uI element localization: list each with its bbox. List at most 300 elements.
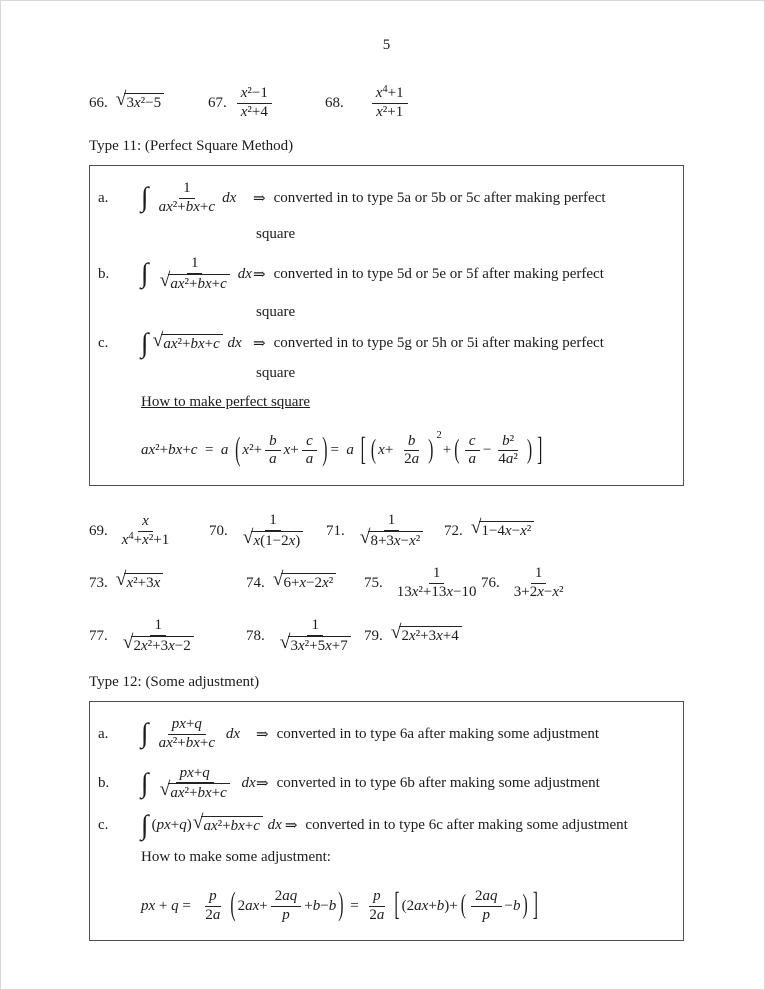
math-run: x(1−2x) [253,532,301,549]
math-run: ax²+bx+c [158,734,216,751]
math-run: c [468,432,476,449]
math-sqrt [359,526,423,551]
problem-formula [235,512,312,550]
math-group [233,433,329,469]
math-fraction [464,433,480,469]
math-run: 13x²+13x−10 [396,583,477,600]
problem-number: 73. [89,574,108,591]
description-text: converted in to type 5g or 5h or 5i after making perfect [273,335,604,352]
fraction-numerator [498,433,518,452]
math-run: dx [241,775,256,792]
fraction-denominator [265,451,281,469]
math-run: p [482,906,491,923]
math-fraction [400,433,423,469]
item-description [285,816,628,835]
fraction-denominator [238,526,309,551]
math-fraction [275,617,356,655]
item-formula [141,255,253,293]
problem-item-74 [246,569,364,593]
math-run: −b [504,897,521,914]
fraction-denominator [464,451,480,469]
open-fence: ( [230,887,236,923]
math-run: 3+2x−x² [513,583,564,600]
problem-item-67 [208,85,325,121]
item-label: c. [98,335,109,352]
fraction-denominator [393,584,481,602]
math-run: a [269,451,277,468]
group-body [402,888,531,924]
fraction-denominator [237,104,272,122]
math-sqrt [272,569,336,593]
problem-number: 74. [246,574,265,591]
fraction-numerator [302,433,317,452]
math-run: ax²+bx+c [158,198,216,215]
fraction-numerator [205,888,221,907]
math-run: px+q [171,716,202,733]
radical-icon: √ [152,329,164,351]
math-superscript: 2 [436,428,442,441]
radical-icon: √ [359,526,371,548]
fraction-numerator [471,888,502,907]
math-run: ax²+bx+c [170,785,227,802]
problem-number: 79. [364,627,383,644]
group-body [242,433,320,469]
fraction-denominator [355,526,428,551]
math-fraction [494,433,522,469]
integral-icon: ∫ [141,182,149,214]
problem-formula [115,617,202,655]
math-run: 2ax+ [237,897,268,914]
math-superscript: 4 [128,530,134,542]
open-fence: ( [235,432,241,468]
math-run: +x²+1 [133,531,170,548]
math-run: p [209,887,217,904]
fraction-denominator [275,631,356,656]
math-run: ax²+bx+c [170,276,227,293]
fraction-denominator [494,451,522,469]
problem-formula [272,617,359,655]
type12-heading: Type 12: (Some adjustment) [89,674,260,691]
item-description [253,334,604,353]
problem-number: 71. [326,522,345,539]
sqrt-body [281,573,336,592]
math-fraction [302,433,318,469]
description-continuation: square [256,226,296,243]
radical-icon: √ [159,779,171,801]
math-run: 2x²+3x−2 [133,637,191,654]
fraction-numerator [404,433,420,452]
math-run: 1 [432,564,441,581]
math-run: 1 [183,180,191,196]
math-run: x [121,531,129,548]
problem-number: 66. [89,94,108,111]
close-fence: ) [338,887,344,923]
close-fence: ) [522,890,528,921]
math-run: = a [330,442,354,459]
math-fraction [155,765,235,803]
sqrt-body [131,636,193,655]
description-text: converted in to type 6b after making some adjustment [276,775,600,792]
math-run: 1 [534,564,543,581]
type11-item-c [98,327,675,359]
implies-arrow-icon: ⇒ [256,726,269,743]
math-sqrt [470,517,534,541]
math-run: a [305,451,314,468]
fraction-denominator [155,735,219,753]
item-description [253,265,604,284]
math-run: 6+x−2x² [283,575,334,592]
problem-item-79 [364,622,463,646]
problem-item-70 [209,512,326,550]
problem-item-76 [481,565,571,601]
close-fence: ) [322,432,328,468]
sqrt-body [368,531,423,550]
math-run: 1 [190,255,199,272]
problem-formula [470,517,535,541]
problem-item-69 [89,513,209,549]
math-run: ax²+bx+c [163,335,220,352]
math-fraction [510,565,568,601]
math-run: b² [502,432,515,449]
math-run: p [373,887,381,904]
fraction-denominator [479,907,495,925]
problem-number: 78. [246,627,265,644]
math-run: dx [237,265,252,282]
implies-arrow-icon: ⇒ [256,776,269,793]
problem-formula [272,569,337,593]
math-fraction [365,888,388,924]
fraction-numerator [531,565,547,584]
math-run: 3x²+5x+7 [290,637,348,654]
math-run: (px+q) [151,817,192,834]
math-sqrt [115,89,164,113]
math-sqrt [192,812,263,836]
math-run: 1 [387,512,396,529]
math-sqrt [159,270,230,294]
group-body [468,888,520,924]
fraction-denominator [155,779,235,803]
fraction-numerator [237,85,272,104]
sqrt-body [201,816,262,835]
math-run: − [482,442,492,459]
math-run: x [375,84,383,101]
description-text: converted in to type 5d or 5e or 5f after making perfect [273,265,604,282]
math-run: 2x²+3x+4 [401,628,459,645]
item-formula [141,809,282,841]
math-run: c [306,432,313,449]
problem-formula [234,85,275,121]
problem-number: 77. [89,627,108,644]
problem-formula [369,85,411,121]
radical-icon: √ [470,517,482,539]
item-label: c. [98,817,109,834]
integral-icon: ∫ [141,767,149,799]
fraction-numerator [265,512,281,531]
math-run: ax²+bx+c = a [141,442,229,459]
fraction-numerator [176,765,214,784]
problem-formula [115,89,165,113]
implies-arrow-icon: ⇒ [253,336,266,353]
math-fraction [271,888,302,924]
math-run: dx [227,335,242,352]
fraction-numerator [265,433,281,452]
math-run: x+ [378,442,398,459]
math-run: dx [225,725,240,742]
math-run: 2a [205,906,221,923]
sqrt-body [251,531,303,550]
type12-box [89,701,684,941]
fraction-denominator [278,907,294,925]
math-fraction [265,433,281,469]
type12-item-a [98,716,675,752]
math-run: ax²+bx+c [203,818,260,835]
open-fence: [ [360,432,366,468]
description-text: converted in to type 5a or 5b or 5c after making perfect [273,189,606,206]
math-fraction [118,513,174,549]
fraction-denominator [201,907,224,925]
how-to-title: How to make some adjustment: [141,848,331,865]
implies-arrow-icon: ⇒ [253,190,266,207]
radical-icon: √ [115,569,127,591]
math-run: p [282,906,290,923]
description-continuation: square [256,364,296,381]
math-run: = [346,897,363,914]
type12-item-c [98,809,675,841]
fraction-numerator [138,513,153,532]
problem-item-72 [444,517,535,541]
math-superscript: 4 [382,83,388,95]
math-sqrt [159,779,230,803]
math-fraction [237,85,272,121]
math-fraction [155,255,235,293]
math-fraction [471,888,502,924]
problem-item-73 [89,569,246,593]
problem-item-75 [364,565,481,601]
radical-icon: √ [115,89,127,111]
open-fence: ( [454,435,460,466]
fraction-numerator [168,716,206,735]
math-group [452,433,534,469]
open-fence: ( [460,890,467,921]
math-run: 2aq [475,887,498,904]
math-run: x+ [283,442,299,459]
how-to-title: How to make perfect square [141,393,311,410]
problems-row-4 [89,612,684,660]
math-fraction [118,617,199,655]
sqrt-body [124,93,164,112]
math-run: 3x²−5 [126,95,162,112]
math-run: x [142,512,149,529]
description-text: converted in to type 6a after making some adjustment [276,725,599,742]
math-run: x²+4 [240,103,268,120]
fraction-denominator [400,451,423,469]
math-run: x²+1 [376,103,404,120]
close-fence: ) [526,435,533,466]
math-run: px + q = [141,897,199,914]
problem-formula [352,512,431,550]
integral-icon: ∫ [141,258,149,290]
item-label: a. [98,189,109,206]
radical-icon: √ [192,812,204,834]
math-group [228,888,345,924]
math-run: 2aq [274,887,298,904]
math-run: 2a [404,451,420,468]
integral-icon: ∫ [141,327,149,359]
math-run: 1−4x−x² [481,523,532,540]
math-group [369,428,442,469]
fraction-denominator [302,451,318,469]
math-run: px+q [179,764,210,781]
fraction-numerator [465,433,480,452]
sqrt-body [168,274,229,293]
math-sqrt [115,569,164,593]
radical-icon: √ [390,622,402,644]
math-run: 1 [269,512,277,529]
math-run: + [442,442,452,459]
type11-heading: Type 11: (Perfect Square Method) [89,138,294,154]
sqrt-body [479,521,534,540]
sqrt-body [168,783,229,802]
implies-arrow-icon: ⇒ [284,818,298,835]
item-formula [141,716,256,752]
item-formula [141,765,256,803]
fraction-numerator [179,180,195,199]
fraction-denominator [372,104,407,122]
open-fence: ( [370,435,377,466]
fraction-numerator [429,565,445,584]
item-label: b. [98,265,110,282]
type12-item-b [98,765,675,803]
problems-row-2 [89,508,684,554]
fraction-numerator [271,888,302,907]
problem-item-66 [89,89,208,113]
math-run: (2ax+b)+ [401,897,458,914]
radical-icon: √ [122,631,134,653]
math-sqrt [152,329,223,354]
math-sqrt [122,631,194,656]
problem-number: 75. [364,574,383,591]
item-formula [141,327,253,359]
sqrt-body [288,636,350,655]
math-run: 4a² [498,451,518,468]
problems-row-1 [89,80,684,126]
integral-icon: ∫ [141,718,149,750]
radical-icon: √ [242,526,254,548]
problem-number: 72. [444,522,463,539]
perfect-square-equation [141,428,545,469]
math-run: 2a [369,906,385,923]
item-description [256,774,600,793]
math-run: +1 [387,84,404,101]
math-sqrt [279,631,351,656]
fraction-denominator [155,270,235,294]
radical-icon: √ [272,569,284,591]
group-body [461,433,524,469]
fraction-numerator [187,255,203,274]
problem-number: 70. [209,522,228,539]
math-group [359,428,545,469]
description-continuation: square [256,303,296,320]
group-body [238,888,337,924]
problem-formula [390,565,484,601]
fraction-numerator [384,512,400,531]
math-run: dx [222,189,237,206]
math-group [392,888,540,924]
description-text: converted in to type 6c after making some adjustment [305,817,628,834]
math-fraction [355,512,428,550]
item-description [253,189,606,208]
problem-number: 68. [325,94,344,111]
math-run: x²−1 [240,84,268,101]
math-fraction [155,716,219,752]
sqrt-body [124,573,163,592]
sqrt-body [161,334,222,353]
problem-formula [390,622,463,646]
close-fence: ] [532,887,538,923]
problem-item-78 [246,617,364,655]
math-fraction [155,180,219,216]
math-run: 8+3x−x² [370,532,421,549]
math-group [459,888,530,924]
group-body [368,428,535,469]
open-fence: [ [394,887,400,923]
math-fraction [201,888,224,924]
math-fraction [393,565,481,601]
math-run: 1 [154,617,162,634]
item-formula [141,180,253,216]
math-fraction [238,512,309,550]
problem-item-77 [89,617,246,655]
math-run: x²+ [242,442,263,459]
item-label: a. [98,725,109,742]
fraction-numerator [372,85,408,104]
type11-box [89,165,684,486]
radical-icon: √ [279,631,291,653]
page-number: 5 [382,37,391,53]
math-run: b [407,432,416,449]
math-sqrt [242,526,304,551]
math-fraction [372,85,408,121]
math-run: x²+3x [126,575,161,592]
item-label: b. [98,775,110,792]
math-run: a [468,451,476,468]
fraction-denominator [118,532,174,550]
problem-item-71 [326,512,444,550]
fraction-denominator [118,631,199,656]
fraction-numerator [150,617,166,636]
fraction-numerator [307,617,323,636]
fraction-denominator [510,584,568,602]
fraction-numerator [369,888,385,907]
math-run: +b−b [304,897,337,914]
math-run: dx [267,817,282,834]
group-body [378,433,426,469]
item-description [256,725,599,744]
close-fence: ] [537,432,543,468]
problem-formula [115,569,165,593]
math-run: b [269,432,277,449]
problem-formula [115,513,177,549]
radical-icon: √ [159,270,171,292]
type11-item-a [98,180,675,216]
problem-item-68 [325,85,411,121]
math-run: 1 [311,617,319,634]
implies-arrow-icon: ⇒ [253,266,266,283]
math-sqrt [390,622,462,646]
problem-number: 69. [89,522,108,539]
problem-number: 67. [208,94,227,111]
fraction-denominator [365,907,388,925]
